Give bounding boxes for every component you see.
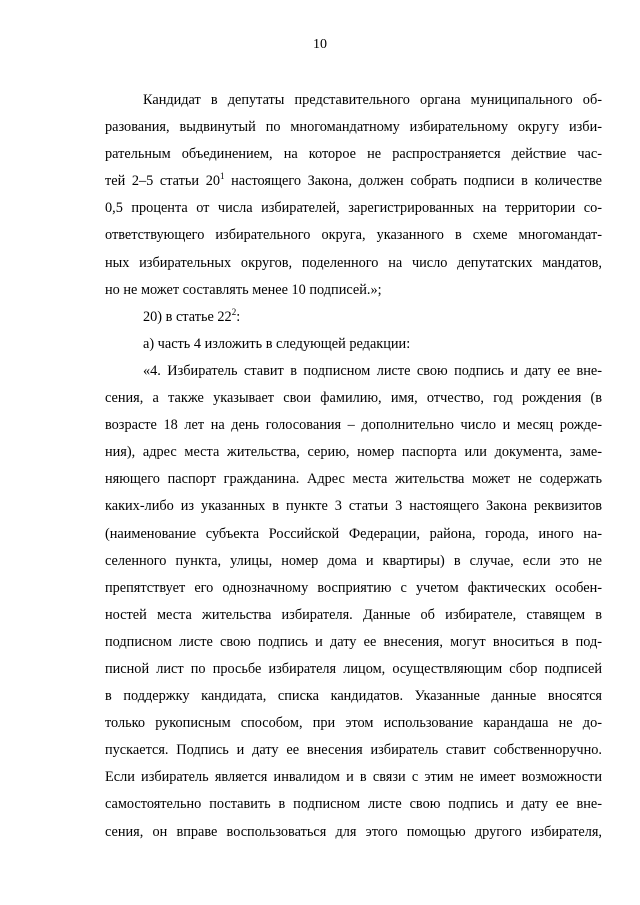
text-line: но не может составлять менее 10 подписей.»; xyxy=(105,281,382,298)
text-line xyxy=(105,304,602,331)
text-line: каких-либо из указанных в пункте 3 статьи 3 настоящего Закона реквизитов xyxy=(105,498,602,515)
text-line: ностей места жительства избирателя. Данные об избирателе, ставящем в xyxy=(105,606,602,623)
text-line: подписном листе свою подпись и дату ее внесения, могут вноситься в под- xyxy=(105,633,602,650)
text-line: няющего паспорт гражданина. Адрес места жительства может не содержать xyxy=(105,471,602,488)
text-line: разования, выдвинутый по многомандатному избирательному округу изби- xyxy=(105,119,602,136)
text-fragment: 20) в статье 22 xyxy=(143,308,232,325)
superscript: 1 xyxy=(220,171,225,182)
text-line: возрасте 18 лет на день голосования – дополнительно число и месяц рожде- xyxy=(105,417,602,434)
text-line: (наименование субъекта Российской Федерации, района, города, иного на- xyxy=(105,525,602,542)
text-line: Если избиратель является инвалидом и в связи с этим не имеет возможности xyxy=(105,769,602,786)
text-line: ответствующего избирательного округа, указанного в схеме многомандат- xyxy=(105,227,602,244)
text-fragment: : xyxy=(236,308,241,325)
text-fragment: настоящего Закона, должен собрать подписи в количестве xyxy=(224,173,602,190)
text-line: селенного пункта, улицы, номер дома и квартиры) в случае, если это не xyxy=(105,552,602,569)
text-line: Кандидат в депутаты представительного органа муниципального об- xyxy=(143,92,602,108)
document-body xyxy=(105,87,602,846)
text-line xyxy=(105,168,602,195)
paragraph-candidate-signatures xyxy=(105,87,602,304)
text-fragment: тей 2–5 статьи 20 xyxy=(105,173,220,190)
paragraph-part-4 xyxy=(105,358,602,846)
text-line: ных избирательных округов, поделенного на число депутатских мандатов, xyxy=(105,254,602,271)
text-line: 0,5 процента от числа избирателей, зарегистрированных на территории со- xyxy=(105,200,602,217)
text-line: сения, а также указывает свои фамилию, имя, отчество, год рождения (в xyxy=(105,390,602,407)
text-line: «4. Избиратель ставит в подписном листе свою подпись и дату ее вне- xyxy=(143,362,602,379)
paragraph-item-20 xyxy=(105,304,602,331)
text-line: сения, он вправе воспользоваться для этого помощью другого избирателя, xyxy=(105,823,602,840)
paragraph-subitem-a xyxy=(105,331,602,358)
page-number: 10 xyxy=(313,37,327,52)
text-line: пускается. Подпись и дату ее внесения избиратель ставит собственноручно. xyxy=(105,742,602,759)
text-line: рательным объединением, на которое не распространяется действие час- xyxy=(105,146,602,163)
text-line: а) часть 4 изложить в следующей редакции: xyxy=(143,335,411,352)
text-line: только рукописным способом, при этом использование карандаша не до- xyxy=(105,715,602,732)
text-line: самостоятельно поставить в подписном листе свою подпись и дату ее вне- xyxy=(105,796,602,813)
text-line: ния), адрес места жительства, серию, номер паспорта или документа, заме- xyxy=(105,444,602,461)
text-line: препятствует его однозначному восприятию с учетом фактических особен- xyxy=(105,579,602,596)
superscript: 2 xyxy=(231,306,237,317)
text-line: писной лист по просьбе избирателя лицом, осуществляющим сбор подписей xyxy=(105,660,602,677)
text-line: в поддержку кандидата, списка кандидатов. Указанные данные вносятся xyxy=(105,688,602,705)
